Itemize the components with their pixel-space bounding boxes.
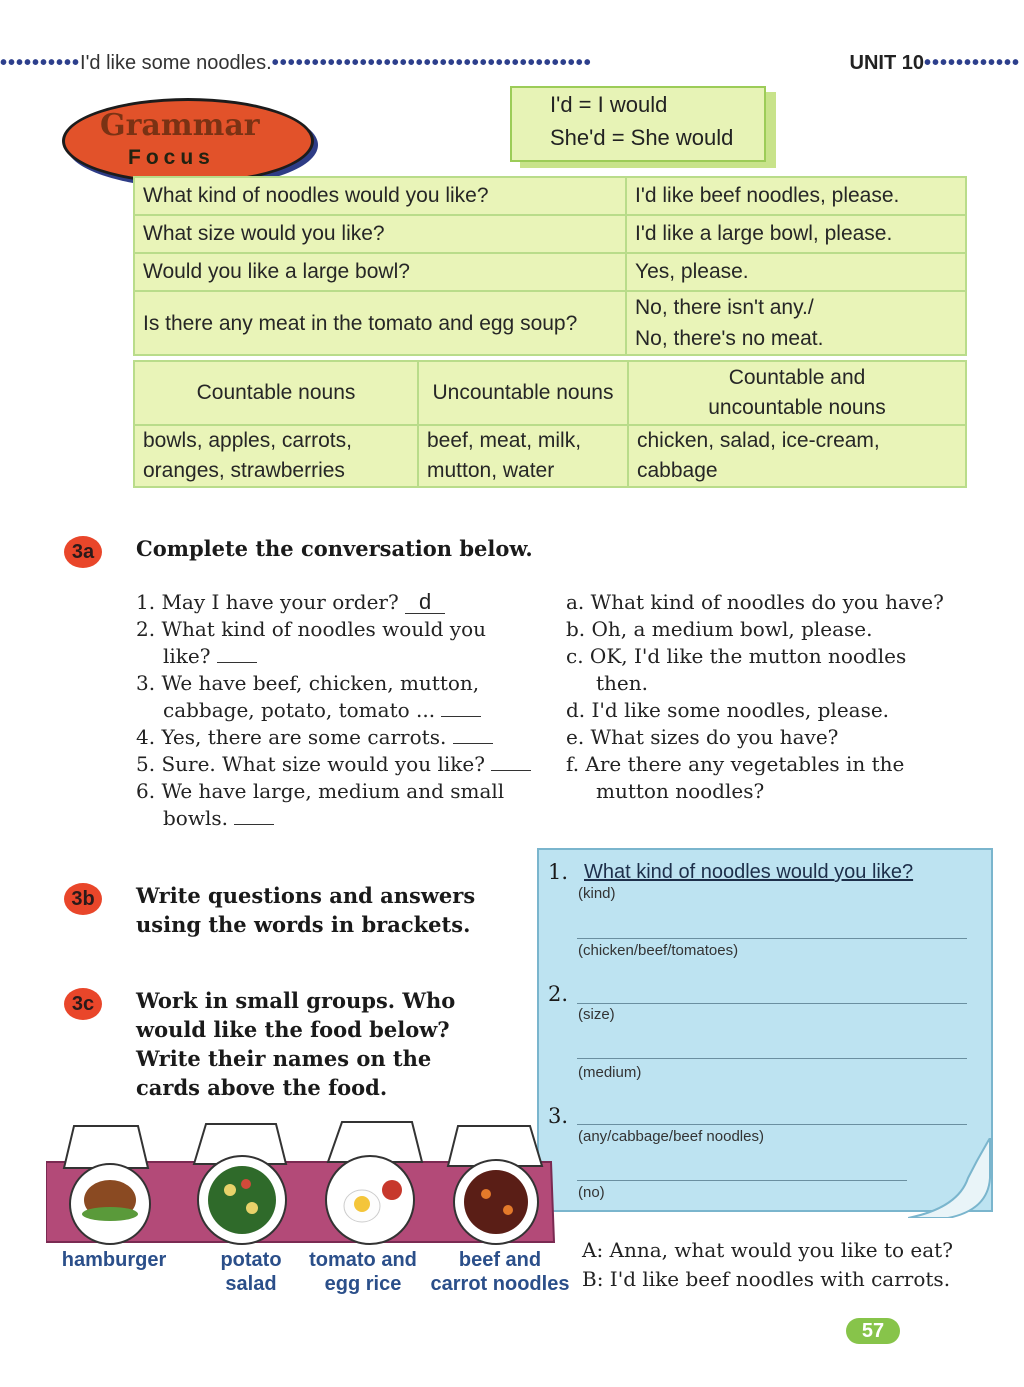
cell-line: chicken, salad, ice-cream, bbox=[637, 429, 880, 452]
writing-line[interactable] bbox=[577, 1003, 967, 1004]
grammar-examples-table bbox=[133, 176, 967, 356]
conversation-line: 6. We have large, medium and small bbox=[136, 779, 505, 803]
column-header: Countable nouns bbox=[134, 361, 418, 425]
example-question: What kind of noodles would you like? bbox=[584, 861, 914, 883]
exercise-3c-instruction: Work in small groups. Who would like the food below? Write their names on the cards above the food. bbox=[136, 988, 456, 1100]
word-hint: (no) bbox=[578, 1184, 605, 1201]
option-line: a. What kind of noodles do you have? bbox=[566, 590, 944, 614]
potato-salad-plate-icon bbox=[198, 1156, 286, 1244]
writing-line[interactable] bbox=[577, 1058, 967, 1059]
conversation-line: bowls. bbox=[163, 806, 274, 830]
cell-line: oranges, strawberries bbox=[143, 459, 345, 482]
table-cell: I'd like a large bowl, please. bbox=[626, 215, 966, 253]
answer-blank[interactable]: d bbox=[405, 591, 445, 614]
table-row bbox=[134, 253, 966, 291]
exercise-3b-instruction: Write questions and answers using the words in brackets. bbox=[136, 883, 476, 937]
running-header-title: ••••••••••I'd like some noodles.•••••••••••••••••••••••••••••••••••••••• bbox=[0, 52, 592, 74]
table-cell bbox=[418, 425, 628, 487]
conversation-line: 5. Sure. What size would you like? bbox=[136, 752, 531, 776]
word-hint: (any/cabbage/beef noodles) bbox=[578, 1128, 764, 1145]
table-cell bbox=[134, 425, 418, 487]
word-hint: (medium) bbox=[578, 1064, 642, 1081]
running-header-unit: UNIT 10•••••••••••• bbox=[849, 52, 1020, 74]
exercise-number-3a: 3a bbox=[64, 536, 102, 568]
nouns-table bbox=[133, 360, 967, 488]
table-cell: What kind of noodles would you like? bbox=[134, 177, 626, 215]
cell-line: bowls, apples, carrots, bbox=[143, 429, 352, 452]
food-illustration bbox=[46, 1118, 556, 1248]
table-row bbox=[134, 215, 966, 253]
contraction-line: I'd = I would bbox=[550, 92, 668, 117]
table-row bbox=[134, 291, 966, 355]
conversation-line: 1. May I have your order? d bbox=[136, 590, 445, 614]
writing-line[interactable] bbox=[577, 1124, 967, 1125]
answer-blank[interactable] bbox=[491, 770, 531, 771]
writing-line[interactable] bbox=[577, 1180, 907, 1181]
page-curl-decoration bbox=[908, 1138, 998, 1218]
food-label: potato salad bbox=[220, 1249, 282, 1295]
table-cell: Is there any meat in the tomato and egg soup? bbox=[134, 291, 626, 355]
contraction-note bbox=[510, 86, 766, 162]
header-lesson-title: I'd like some noodles. bbox=[80, 52, 272, 74]
cell-line: beef, meat, milk, bbox=[427, 429, 582, 452]
option-line: c. OK, I'd like the mutton noodles bbox=[566, 644, 907, 668]
word-hint: (chicken/beef/tomatoes) bbox=[578, 942, 739, 959]
conversation-line: like? bbox=[163, 644, 257, 668]
option-line: d. I'd like some noodles, please. bbox=[566, 698, 890, 722]
cell-line: No, there's no meat. bbox=[635, 327, 824, 350]
cell-line: mutton, water bbox=[427, 459, 555, 482]
exercise-number-3c: 3c bbox=[64, 988, 102, 1020]
conversation-line: 3. We have beef, chicken, mutton, bbox=[136, 671, 480, 695]
beef-carrot-noodles-plate-icon bbox=[454, 1160, 538, 1244]
page-number: 57 bbox=[846, 1318, 900, 1344]
food-label: hamburger bbox=[61, 1249, 167, 1271]
badge-subtitle: Focus bbox=[128, 146, 215, 169]
cell-line: No, there isn't any./ bbox=[635, 296, 814, 319]
answer-blank[interactable] bbox=[217, 662, 257, 663]
table-header-row bbox=[134, 361, 966, 425]
conversation-line: cabbage, potato, tomato ... bbox=[163, 698, 481, 722]
table-row bbox=[134, 425, 966, 487]
card-item-number: 1. bbox=[548, 860, 569, 884]
table-row bbox=[134, 177, 966, 215]
badge-title: Grammar bbox=[100, 108, 260, 143]
conversation-line: 2. What kind of noodles would you bbox=[136, 617, 486, 641]
answer-blank[interactable] bbox=[234, 824, 274, 825]
card-item-number: 2. bbox=[548, 982, 569, 1006]
contraction-line: She'd = She would bbox=[550, 125, 734, 150]
card-item-number: 3. bbox=[548, 1104, 569, 1128]
table-cell: Would you like a large bowl? bbox=[134, 253, 626, 291]
table-cell: What size would you like? bbox=[134, 215, 626, 253]
table-cell: Yes, please. bbox=[626, 253, 966, 291]
column-header: Uncountable nouns bbox=[418, 361, 628, 425]
dialog-line: B: I'd like beef noodles with carrots. bbox=[582, 1267, 951, 1291]
table-cell bbox=[626, 291, 966, 355]
option-line: f. Are there any vegetables in the bbox=[566, 752, 905, 776]
option-line: then. bbox=[596, 671, 648, 695]
header-line: Countable and bbox=[728, 366, 866, 389]
option-line: mutton noodles? bbox=[596, 779, 765, 803]
hamburger-plate-icon bbox=[70, 1164, 150, 1244]
tomato-egg-rice-plate-icon bbox=[326, 1156, 414, 1244]
answer-blank[interactable] bbox=[453, 743, 493, 744]
header-line: uncountable nouns bbox=[708, 396, 886, 419]
food-label: beef and carrot noodles bbox=[430, 1249, 570, 1295]
food-label: tomato and egg rice bbox=[309, 1249, 417, 1295]
answer-blank[interactable] bbox=[441, 716, 481, 717]
cell-line: cabbage bbox=[637, 459, 718, 482]
conversation-line: 4. Yes, there are some carrots. bbox=[136, 725, 493, 749]
dialog-line: A: Anna, what would you like to eat? bbox=[582, 1238, 953, 1262]
exercise-3a-instruction: Complete the conversation below. bbox=[136, 536, 533, 561]
word-hint: (kind) bbox=[578, 885, 616, 902]
option-line: e. What sizes do you have? bbox=[566, 725, 839, 749]
table-cell: I'd like beef noodles, please. bbox=[626, 177, 966, 215]
writing-line[interactable] bbox=[577, 938, 967, 939]
exercise-number-3b: 3b bbox=[64, 883, 102, 915]
word-hint: (size) bbox=[578, 1006, 615, 1023]
table-cell bbox=[628, 425, 966, 487]
unit-label: UNIT 10 bbox=[849, 52, 924, 74]
option-line: b. Oh, a medium bowl, please. bbox=[566, 617, 873, 641]
column-header bbox=[628, 361, 966, 425]
